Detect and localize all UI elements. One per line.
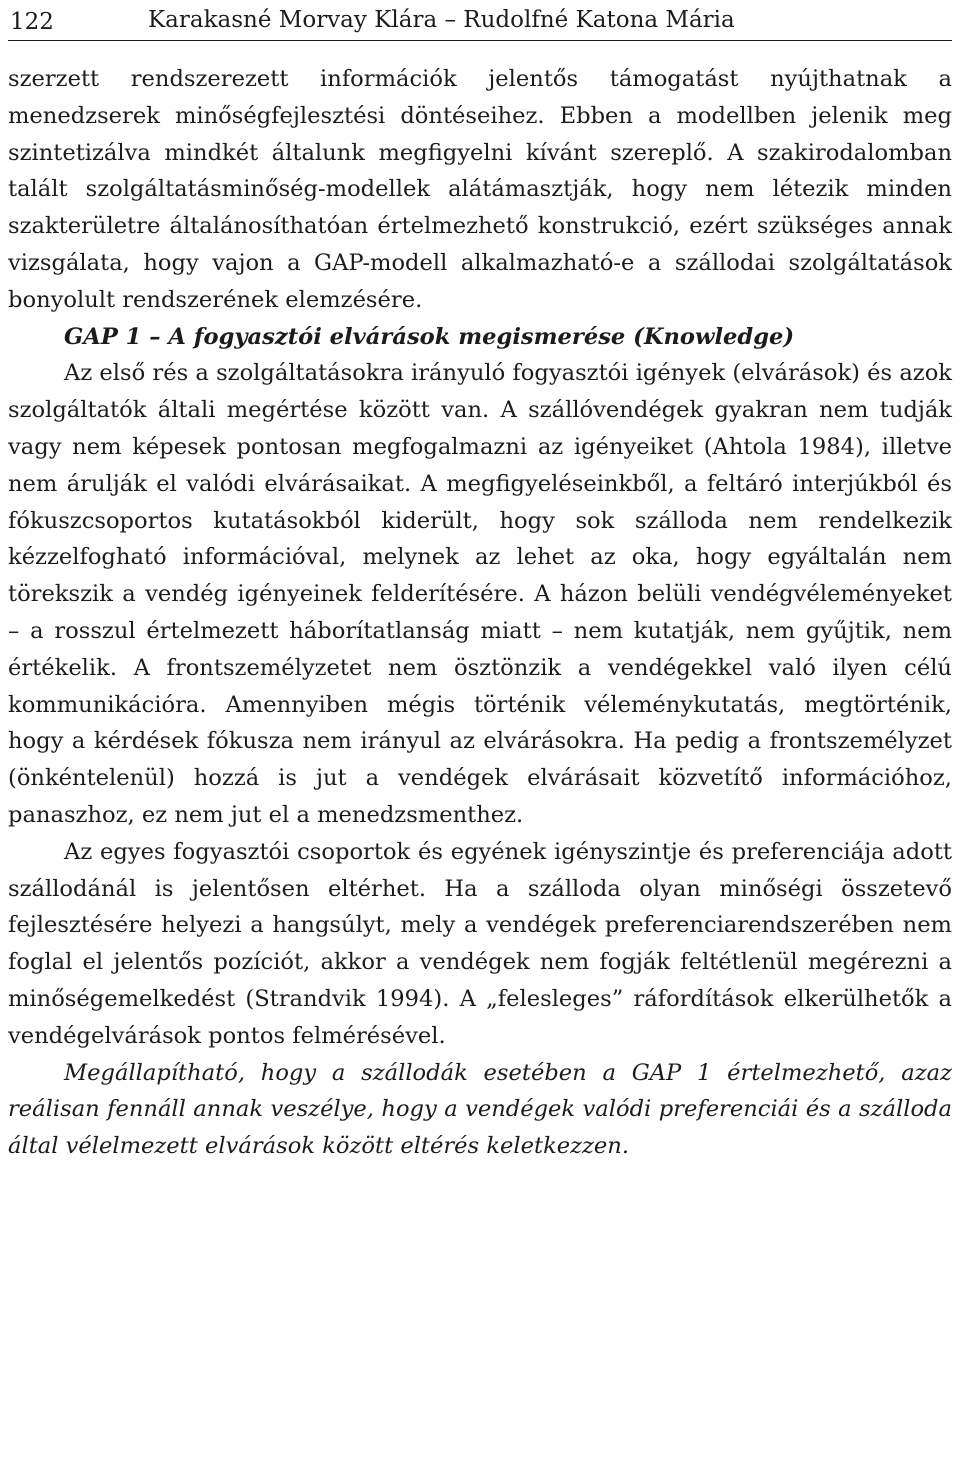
paragraph-intro: szerzett rendszerezett információk jelentős támogatást nyújthatnak a menedzserek minőségfejlesztési döntéseihez. Ebben a modellben jelenik meg szintetizálva mindkét általunk megfigyelni kívánt szereplő. A szakirodalomban talált szolgáltatásminőség-modellek alátámasztják, hogy nem létezik minden szakterületre általánosíthatóan értelmezhető konstrukció, ezért szükséges annak vizsgálata, hogy vajon a GAP-modell alkalmazható-e a szállodai szolgáltatások bonyolult rendszerének elemzésére. <box>8 66 952 313</box>
paragraph-conclusion: Megállapítható, hogy a szállodák esetében a GAP 1 értelmezhető, azaz reálisan fennáll annak veszélye, hogy a vendégek valódi preferenciái és a szálloda által vélelmezett elvárások között eltérés keletkezzen. <box>8 1059 952 1160</box>
document-page <box>8 0 952 1165</box>
running-header <box>8 0 952 41</box>
paragraph-preferences: Az egyes fogyasztói csoportok és egyének igényszintje és preferenciája adott szállodánál is jelentősen eltérhet. Ha a szálloda olyan minőségi összetevő fejlesztésére helyezi a hangsúlyt, mely a vendégek preferenciarendszerében nem foglal el jelentős pozíciót, akkor a vendégek nem fogják feltétlenül megérezni a minőségemelkedést (Strandvik 1994). A „felesleges” ráfordítások elkerülhetők a vendégelvárások pontos felmérésével. <box>8 838 952 1049</box>
paragraph-gap1: Az első rés a szolgáltatásokra irányuló fogyasztói igények (elvárások) és azok szolgáltatók általi megértése között van. A szállóvendégek gyakran nem tudják vagy nem képesek pontosan megfogalmazni az igényeiket (Ahtola 1984), illetve nem árulják el valódi elvárásaikat. A megfigyeléseinkből, a feltáró interjúkból és fókuszcsoportos kutatásokból kiderült, hogy sok szálloda nem rendelkezik kézzelfogható információval, melynek az lehet az oka, hogy egyáltalán nem törekszik a vendég igényeinek felderítésére. A házon belüli vendégvéleményeket – a rosszul értelmezett háborítatlanság miatt – nem kutatják, nem gyűjtik, nem értékelik. A frontszemélyzetet nem ösztönzik a vendégekkel való ilyen célú kommunikációra. Amennyiben mégis történik véleménykutatás, megtörténik, hogy a kérdések fókusza nem irányul az elvárásokra. Ha pedig a frontszemélyzet (önkéntelenül) hozzá is jut a vendégek elvárásait közvetítő információhoz, panaszhoz, ez nem jut el a menedzsmenthez. <box>8 360 952 828</box>
body-text <box>8 61 952 1165</box>
page-number: 122 <box>10 9 54 35</box>
section-heading: GAP 1 – A fogyasztói elvárások megismerése (Knowledge) <box>64 323 795 350</box>
running-title: Karakasné Morvay Klára – Rudolfné Katona Mária <box>148 7 735 33</box>
